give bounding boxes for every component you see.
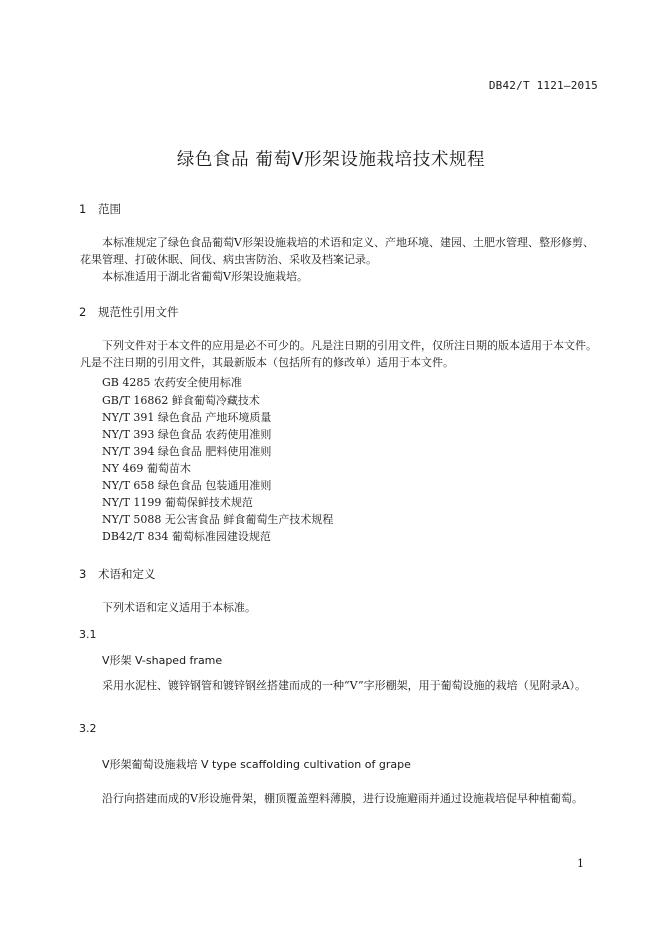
term-heading: V形架 V-shaped frame bbox=[102, 654, 223, 667]
document-code: DB42/T 1121—2015 bbox=[488, 79, 598, 92]
reference-item: GB 4285 农药安全使用标准 bbox=[102, 376, 242, 389]
document-title: 绿色食品 葡萄V形架设施栽培技术规程 bbox=[176, 150, 486, 170]
term-heading: V形架葡萄设施栽培 V type scaffolding cultivation of grape bbox=[102, 758, 411, 771]
references-intro: 下列文件对于本文件的应用是必不可少的。凡是注日期的引用文件，仅所注日期的版本适用于本文件。凡是不注日期的引用文件，其最新版本（包括所有的修改单）适用于本文件。 bbox=[80, 339, 597, 369]
page-number: 1 bbox=[577, 857, 584, 870]
section-title: 术语和定义 bbox=[98, 567, 156, 581]
reference-item: GB/T 16862 鲜食葡萄冷藏技术 bbox=[102, 394, 260, 407]
reference-item: NY/T 391 绿色食品 产地环境质量 bbox=[102, 411, 272, 424]
clause-number: 3.2 bbox=[79, 722, 97, 735]
reference-item: NY/T 5088 无公害食品 鲜食葡萄生产技术规程 bbox=[102, 513, 334, 526]
terms-intro: 下列术语和定义适用于本标准。 bbox=[102, 601, 256, 614]
scope-paragraph: 本标准规定了绿色食品葡萄V形架设施栽培的术语和定义、产地环境、建园、土肥水管理、整形修剪、花果管理、打破休眠、间伐、病虫害防治、采收及档案记录。 bbox=[80, 236, 594, 266]
reference-item: DB42/T 834 葡萄标准园建设规范 bbox=[102, 530, 271, 543]
section-number: 1 bbox=[79, 202, 87, 216]
section-3-heading bbox=[79, 566, 156, 582]
section-number: 3 bbox=[79, 567, 87, 581]
reference-item: NY/T 394 绿色食品 肥料使用准则 bbox=[102, 445, 272, 458]
section-number: 2 bbox=[79, 305, 87, 319]
reference-item: NY/T 1199 葡萄保鲜技术规范 bbox=[102, 496, 253, 509]
reference-item: NY/T 393 绿色食品 农药使用准则 bbox=[102, 428, 272, 441]
term-definition: 采用水泥柱、镀锌钢管和镀锌钢丝搭建而成的一种“V”字形棚架，用于葡萄设施的栽培（见附录A）。 bbox=[102, 679, 587, 692]
section-title: 范围 bbox=[98, 202, 121, 216]
section-2-heading bbox=[79, 304, 179, 320]
reference-item: NY 469 葡萄苗木 bbox=[102, 462, 191, 475]
scope-applicability: 本标准适用于湖北省葡萄V形架设施栽培。 bbox=[102, 270, 308, 283]
section-title: 规范性引用文件 bbox=[98, 305, 179, 319]
term-definition: 沿行向搭建而成的V形设施骨架，棚顶覆盖塑料薄膜，进行设施避雨并通过设施栽培促早种植葡萄。 bbox=[102, 792, 583, 805]
clause-number: 3.1 bbox=[79, 628, 97, 641]
section-1-heading bbox=[79, 201, 121, 217]
reference-item: NY/T 658 绿色食品 包装通用准则 bbox=[102, 479, 272, 492]
